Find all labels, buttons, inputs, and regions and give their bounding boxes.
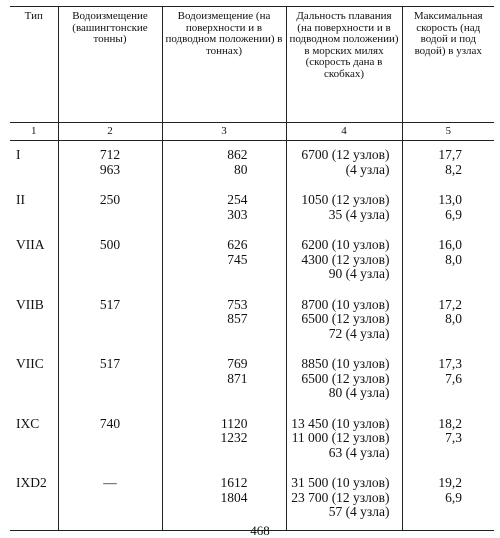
washington-value: 517 bbox=[99, 356, 121, 371]
cell-washington-displacement bbox=[58, 193, 162, 238]
washington-value: 500 bbox=[99, 237, 121, 252]
cell-max-speed bbox=[402, 357, 494, 417]
header-range: Дальность плавания (на поверхности и в подводном положении) в морских милях (скорость дана в скобках) bbox=[286, 7, 402, 123]
cell-displacement bbox=[162, 148, 286, 193]
displacement-value: 1612 bbox=[220, 475, 248, 490]
range-value: 35 (4 узла) bbox=[328, 206, 390, 222]
cell-type bbox=[10, 238, 58, 298]
cell-type bbox=[10, 357, 58, 417]
range-value: 63 (4 узла) bbox=[328, 444, 390, 460]
range-value: 11 000 (12 узлов) bbox=[291, 430, 390, 445]
header-washington-displacement: Водоизмещение (вашингтонские тонны) bbox=[58, 7, 162, 123]
speed-value: 6,9 bbox=[445, 489, 462, 505]
cell-max-speed bbox=[402, 476, 494, 530]
range-value: 6500 (12 узлов) bbox=[301, 370, 390, 386]
speed-value: 16,0 bbox=[438, 237, 462, 252]
range-value: 72 (4 узла) bbox=[328, 325, 390, 341]
speed-value: 8,2 bbox=[445, 161, 462, 177]
column-number: 1 bbox=[10, 123, 58, 141]
speed-value: 18,2 bbox=[438, 415, 462, 431]
cell-washington-displacement bbox=[58, 476, 162, 530]
range-value: 57 (4 узла) bbox=[328, 504, 390, 519]
washington-value: 712 bbox=[99, 147, 121, 162]
washington-value: 250 bbox=[99, 192, 121, 207]
table-row bbox=[10, 148, 494, 193]
displacement-value: 769 bbox=[227, 356, 248, 371]
cell-max-speed bbox=[402, 417, 494, 477]
cell-displacement bbox=[162, 357, 286, 417]
cell-range bbox=[286, 148, 402, 193]
header-displacement: Водоизмещение (на поверхности и в подводном положении) в тоннах) bbox=[162, 7, 286, 123]
range-value: 1050 (12 узлов) bbox=[301, 192, 390, 207]
range-value: 23 700 (12 узлов) bbox=[291, 489, 390, 505]
speed-value: 7,3 bbox=[445, 430, 462, 445]
range-value: 31 500 (10 узлов) bbox=[291, 475, 390, 490]
table-body bbox=[10, 148, 494, 530]
speed-value: 17,3 bbox=[438, 356, 462, 371]
cell-range bbox=[286, 193, 402, 238]
cell-range bbox=[286, 476, 402, 530]
type-value: IXD2 bbox=[16, 475, 47, 490]
range-value: 6200 (10 узлов) bbox=[301, 237, 390, 252]
speed-value: 17,7 bbox=[438, 147, 462, 162]
cell-max-speed bbox=[402, 148, 494, 193]
cell-washington-displacement bbox=[58, 417, 162, 477]
range-value: 8700 (10 узлов) bbox=[301, 296, 390, 312]
cell-max-speed bbox=[402, 238, 494, 298]
cell-displacement bbox=[162, 417, 286, 477]
displacement-value: 871 bbox=[227, 370, 248, 386]
cell-washington-displacement bbox=[58, 357, 162, 417]
displacement-value: 626 bbox=[227, 237, 248, 252]
displacement-value: 80 bbox=[234, 161, 248, 177]
displacement-value: 1232 bbox=[220, 430, 248, 445]
cell-displacement bbox=[162, 193, 286, 238]
type-value: II bbox=[16, 192, 25, 207]
table-row bbox=[10, 238, 494, 298]
washington-value: 963 bbox=[99, 161, 121, 177]
cell-type bbox=[10, 148, 58, 193]
type-value: VIIA bbox=[16, 237, 45, 252]
speed-value: 7,6 bbox=[445, 370, 462, 386]
column-number: 4 bbox=[286, 123, 402, 141]
column-number: 5 bbox=[402, 123, 494, 141]
speed-value: 6,9 bbox=[445, 206, 462, 222]
cell-displacement bbox=[162, 476, 286, 530]
type-value: VIIC bbox=[16, 356, 44, 371]
range-value: 8850 (10 узлов) bbox=[301, 356, 390, 371]
cell-type bbox=[10, 193, 58, 238]
range-value: 13 450 (10 узлов) bbox=[291, 415, 390, 431]
header-max-speed: Максимальная скорость (над водой и под водой) в узлах bbox=[402, 7, 494, 123]
table-row bbox=[10, 298, 494, 358]
cell-max-speed bbox=[402, 193, 494, 238]
submarine-specs-table bbox=[10, 6, 494, 531]
cell-range bbox=[286, 357, 402, 417]
cell-type bbox=[10, 298, 58, 358]
range-value: 80 (4 узла) bbox=[328, 385, 390, 400]
cell-washington-displacement bbox=[58, 298, 162, 358]
header-type: Тип bbox=[10, 7, 58, 123]
displacement-value: 753 bbox=[227, 296, 248, 312]
type-value: I bbox=[16, 147, 21, 162]
washington-value: 517 bbox=[99, 296, 121, 312]
displacement-value: 303 bbox=[227, 206, 248, 222]
cell-max-speed bbox=[402, 298, 494, 358]
cell-washington-displacement bbox=[58, 148, 162, 193]
cell-displacement bbox=[162, 298, 286, 358]
cell-type bbox=[10, 417, 58, 477]
washington-value: 740 bbox=[99, 415, 121, 431]
column-number-row bbox=[10, 123, 494, 141]
table-header-row bbox=[10, 7, 494, 123]
range-value: 90 (4 узла) bbox=[328, 266, 390, 281]
table-row bbox=[10, 417, 494, 477]
speed-value: 8,0 bbox=[445, 251, 462, 267]
range-value: 4300 (12 узлов) bbox=[301, 251, 390, 267]
range-value: (4 узла) bbox=[345, 161, 390, 177]
speed-value: 13,0 bbox=[438, 192, 462, 207]
table-row bbox=[10, 193, 494, 238]
displacement-value: 1804 bbox=[220, 489, 248, 505]
cell-washington-displacement bbox=[58, 238, 162, 298]
page-number: 468 bbox=[250, 523, 270, 538]
cell-range bbox=[286, 238, 402, 298]
displacement-value: 1120 bbox=[221, 415, 248, 431]
displacement-value: 862 bbox=[227, 147, 248, 162]
cell-range bbox=[286, 298, 402, 358]
column-number: 2 bbox=[58, 123, 162, 141]
speed-value: 8,0 bbox=[445, 311, 462, 326]
cell-type bbox=[10, 476, 58, 530]
table-row bbox=[10, 357, 494, 417]
cell-range bbox=[286, 417, 402, 477]
type-value: IXC bbox=[16, 415, 40, 431]
displacement-value: 745 bbox=[227, 251, 248, 267]
spacer-row bbox=[10, 141, 494, 149]
washington-value: — bbox=[103, 475, 117, 490]
range-value: 6500 (12 узлов) bbox=[301, 311, 390, 326]
displacement-value: 254 bbox=[227, 192, 248, 207]
cell-displacement bbox=[162, 238, 286, 298]
table-row bbox=[10, 476, 494, 530]
displacement-value: 857 bbox=[227, 311, 248, 326]
document-page bbox=[10, 6, 494, 538]
range-value: 6700 (12 узлов) bbox=[301, 147, 390, 162]
type-value: VIIB bbox=[16, 296, 44, 312]
speed-value: 19,2 bbox=[438, 475, 462, 490]
column-number: 3 bbox=[162, 123, 286, 141]
speed-value: 17,2 bbox=[438, 296, 462, 312]
